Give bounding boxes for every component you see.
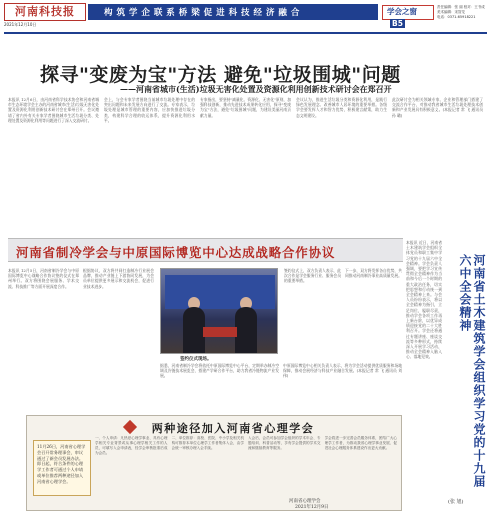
psychology-signature: 河南省心理学会 bbox=[289, 499, 321, 504]
agreement-right-text bbox=[284, 268, 402, 378]
lead-column: 本报讯 12月6日，由河南省科学技术协会和河南省城市生态环境学会主办的河南省城市(生活)垃圾无害化处置及资源化利用创新技术研讨会在郑州召开。会议邀请了省内外有关专家学者围绕城市生活垃圾分类、处理处置及资源化利用等问题进行了深入交流研讨。 bbox=[8, 97, 99, 123]
edition-date: 2021年12月10日 bbox=[4, 22, 37, 27]
agreement-column: 下一步，双方将发挥各自优势，共同推动河南制冷事业高质量发展。 bbox=[345, 268, 402, 279]
agreement-banner bbox=[8, 238, 403, 262]
agreement-bottom-text bbox=[160, 363, 402, 405]
psychology-notice-body bbox=[95, 436, 397, 498]
lead-headline[interactable]: 探寻"变废为宝"方法 避免"垃圾围城"问题 bbox=[40, 64, 401, 86]
psychology-notice-title[interactable]: 两种途径加入河南省心理学会 bbox=[151, 422, 315, 435]
signing-ceremony-photo[interactable] bbox=[160, 268, 278, 354]
photo-caption: 签约仪式现场。 bbox=[180, 357, 212, 362]
agreement-column: 据悉，河南省制冷学会将依托中原国际博览中心平台，定期举办制冷空调及冷链技术展览会，搭建产学研合作平台，助力我省冷链物流产业发展。 bbox=[160, 363, 279, 379]
photo-agreement-folder bbox=[203, 327, 237, 337]
sidebar-story-body: 本报讯 近日，河南省土木建筑学会组织全体党员和职工集中学习党的十九届六中全会精神。学会负责人强调，要把学习宣传贯彻全会精神作为当前和今后一个时期的重大政治任务，切实把思想和行动统一到全会精神上来。与会人员纷纷表示，将以全会精神为指引，立足岗位，履职尽责，推动学会各项工作再上新台阶，以优异成绩迎接党的二十大胜利召开。学会还将通过专题讲座、座谈交流等多种形式，持续深入开展学习活动，推动全会精神入脑入心、落地见效。 bbox=[406, 240, 442, 360]
lead-column: 会上，与会专家学者围绕当前城市垃圾处理中存在的突出问题和未来发展方向进行了交流。专家表示，垃圾处理是城市管理的重要内容，应加快推进垃圾分类，构建科学合理的收运体系，提升资源化利用水平。 bbox=[104, 97, 195, 123]
masthead bbox=[0, 0, 491, 30]
agreement-column: 本报讯 12月5日，河南省制冷学会与中原国际博览中心战略合作协议签约仪式在郑州举行。双方将围绕会展服务、学术交流、科技推广等方面开展深度合作。 bbox=[8, 268, 79, 289]
masthead-rule bbox=[4, 32, 487, 34]
staff-credits bbox=[437, 5, 489, 20]
section-name: 学会之窗 bbox=[387, 7, 417, 16]
lead-column: 会议认为，推进生活垃圾分类和资源化利用，是践行绿色发展理念、改善城市人居环境的重要举措。各级学会要发挥人才和智力优势，积极建言献策，助力生态文明建设。 bbox=[296, 97, 387, 118]
agreement-column: 签约仪式上，双方负责人表示，此次合作是学会服务行业、服务会员的重要举措。 bbox=[284, 268, 341, 284]
psychology-date: 2021年12月9日 bbox=[295, 505, 329, 510]
psychology-notice-box bbox=[26, 415, 402, 511]
psychology-column: 学会将进一步完善会员服务体系，团结广大心理学工作者，为推动我省心理学事业发展、促进社会心理服务体系建设作出更大贡献。 bbox=[324, 436, 397, 450]
newspaper-logo[interactable]: 河南科技报 bbox=[4, 3, 86, 21]
section-tag[interactable] bbox=[382, 5, 434, 28]
page-number: B5 bbox=[392, 19, 403, 28]
photo-person bbox=[235, 307, 257, 353]
staff-line: 美术编辑：宋智龙 bbox=[437, 10, 465, 14]
lead-column: 此次研讨会为相关领域专家、企业和管理部门搭建了交流合作平台，对推动我省城市生活垃圾处理技术创新和产业发展具有积极意义。(本报记者 常 飞 通讯员 孙 璐) bbox=[392, 97, 483, 118]
psychology-intro-callout: 11月26日，河南省心理学会召开常务理事会，审议通过了新会员发展办法。即日起，符合条件的心理学工作者可通过个人申请或单位推荐两种途径加入河南省心理学会。 bbox=[33, 440, 91, 496]
psychology-column: 二、单位推荐：高校、医院、中小学及相关机构可推荐本单位心理学工作者集体入会，由学会统一审核办理入会手续。 bbox=[171, 436, 244, 450]
sidebar-author: (张 旭) bbox=[448, 499, 464, 505]
agreement-headline[interactable]: 河南省制冷学会与中原国际博览中心达成战略合作协议 bbox=[16, 245, 336, 260]
agreement-left-text bbox=[8, 268, 154, 378]
psychology-column: 入会后，会员可参加学会组织的学术年会、专题培训、科普活动等，享有学会提供的学术交流和继续教育等服务。 bbox=[248, 436, 321, 450]
photo-person bbox=[183, 307, 205, 353]
staff-line: 责任编辑：张 丽 校对：王书成 bbox=[437, 5, 485, 9]
psychology-column: 一、个人申请：凡热爱心理学事业、具有心理学相关专业背景或从事心理学相关工作的人员，可填写入会申请表，经学会审核批准后成为会员。 bbox=[95, 436, 168, 455]
photo-backdrop bbox=[165, 275, 275, 309]
lead-column: 专家指出，要坚持"减量化、资源化、无害化"原则，加强科技创新，推动先进技术成果转化应用，探寻"变废为宝"方法，避免"垃圾围城"问题，为建设美丽河南贡献力量。 bbox=[200, 97, 291, 118]
lead-story-body bbox=[8, 97, 483, 239]
slogan-banner bbox=[88, 4, 378, 20]
slogan-text: 构 筑 学 企 联 系 桥 梁 促 进 科 技 经 济 融 合 bbox=[104, 8, 300, 18]
lead-subheadline: ——河南省城市(生活)垃圾无害化处置及资源化利用创新技术研讨会在郑召开 bbox=[120, 84, 392, 94]
staff-line: 电话：0371-65918221 bbox=[437, 15, 476, 19]
agreement-column: 根据协议，双方将共同打造制冷行业展会品牌，推动产业链上下游协同发展，为会员单位提供更多展示和交流机会，促进行业技术进步。 bbox=[83, 268, 154, 289]
sidebar-vertical-headline[interactable]: 河南省土木建筑学会组织学习党的十九届六中全会精神 bbox=[458, 254, 486, 488]
agreement-column: 中原国际博览中心相关负责人表示，将为学会活动提供优质服务和场地保障，推动会展经济与科技产业融合发展。(本报记者 常 飞 通讯员 刘 伟) bbox=[283, 363, 402, 379]
